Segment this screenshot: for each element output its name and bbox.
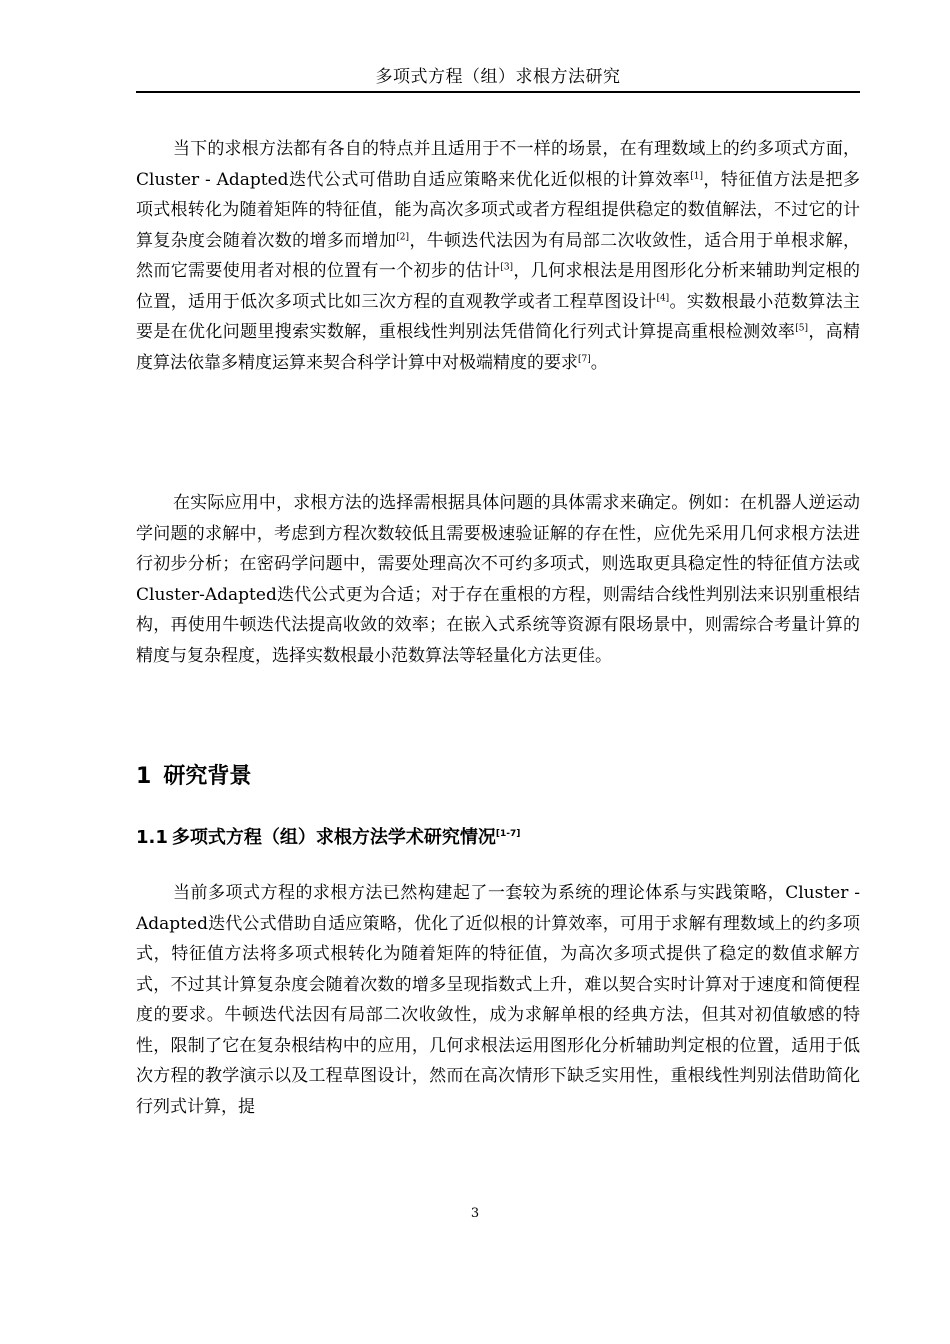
text-segment: ，牛顿迭代法因为有局部二次收敛性，适合用于单根求解，然而它需要使用者对根的位置有一个初步的估计 — [136, 230, 861, 281]
citation: [1] — [690, 170, 703, 181]
section-title: 研究背景 — [163, 764, 252, 789]
text-segment: 。实数根最小范数算法主要是在优化问题里搜索实数解，重根线性判别法凭借简化行列式计算提高重根检测效率 — [136, 291, 861, 342]
text-segment: ，高精度算法依靠多精度运算来契合科学计算中对极端精度的要求 — [136, 322, 861, 373]
header-rule — [136, 91, 860, 93]
paragraph-methods-overview — [136, 134, 860, 378]
citation: [7] — [578, 353, 591, 364]
text-segment: 当下的求根方法都有各自的特点并且适用于不一样的场景，在有理数域上的约多项式方面，Cluster - Adapted迭代公式可借助自适应策略来优化近似根的计算效率 — [136, 139, 860, 190]
citation: [3] — [500, 262, 514, 273]
page-number: 3 — [470, 1206, 480, 1221]
paragraph-research-status: 当前多项式方程的求根方法已然构建起了一套较为系统的理论体系与实践策略，Cluster - Adapted迭代公式借助自适应策略，优化了近似根的计算效率，可用于求解有理数域上的约多项式，特征值方法将多项式根转化为随着矩阵的特征值，为高次多项式提供了稳定的数值求解方式，不过其计算复杂度会随着次数的增多呈现指数式上升，难以契合实时计算对于速度和简便程度的要求。牛顿迭代法因有局部二次收敛性，成为求解单根的经典方法，但其对初值敏感的特性，限制了它在复杂根结构中的应用，几何求根法运用图形化分析辅助判定根的位置，适用于低次方程的教学演示以及工程草图设计，然而在高次情形下缺乏实用性，重根线性判别法借助简化行列式计算，提 — [136, 883, 860, 1117]
citation: [2] — [396, 231, 409, 242]
citation: [5] — [795, 323, 808, 334]
citation: [1-7] — [495, 829, 521, 839]
section-heading-1 — [136, 760, 251, 794]
subsection-number: 1.1 — [136, 827, 168, 848]
subsection-heading-1-1 — [136, 823, 520, 853]
text-segment: ，特征值方法是把多项式根转化为随着矩阵的特征值，能为高次多项式或者方程组提供稳定的数值解法，不过它的计算复杂度会随着次数的增多而增加 — [136, 169, 860, 251]
subsection-title: 多项式方程（组）求根方法学术研究情况 — [171, 827, 496, 848]
text-segment: ，几何求根法是用图形化分析来辅助判定根的位置，适用于低次多项式比如三次方程的直观教学或者工程草图设计 — [136, 261, 861, 312]
section-number: 1 — [136, 764, 152, 789]
text-segment: 。 — [590, 352, 608, 373]
paragraph-applications: 在实际应用中，求根方法的选择需根据具体问题的具体需求来确定。例如：在机器人逆运动学问题的求解中，考虑到方程次数较低且需要极速验证解的存在性，应优先采用几何求根方法进行初步分析；在密码学问题中，需要处理高次不可约多项式，则选取更具稳定性的特征值方法或Cluster-Adapted迭代公式更为合适；对于存在重根的方程，则需结合线性判别法来识别重根结构，再使用牛顿迭代法提高收敛的效率；在嵌入式系统等资源有限场景中，则需综合考量计算的精度与复杂程度，选择实数根最小范数算法等轻量化方法更佳。 — [136, 493, 860, 666]
running-header: 多项式方程（组）求根方法研究 — [375, 67, 621, 87]
citation: [4] — [656, 292, 670, 303]
